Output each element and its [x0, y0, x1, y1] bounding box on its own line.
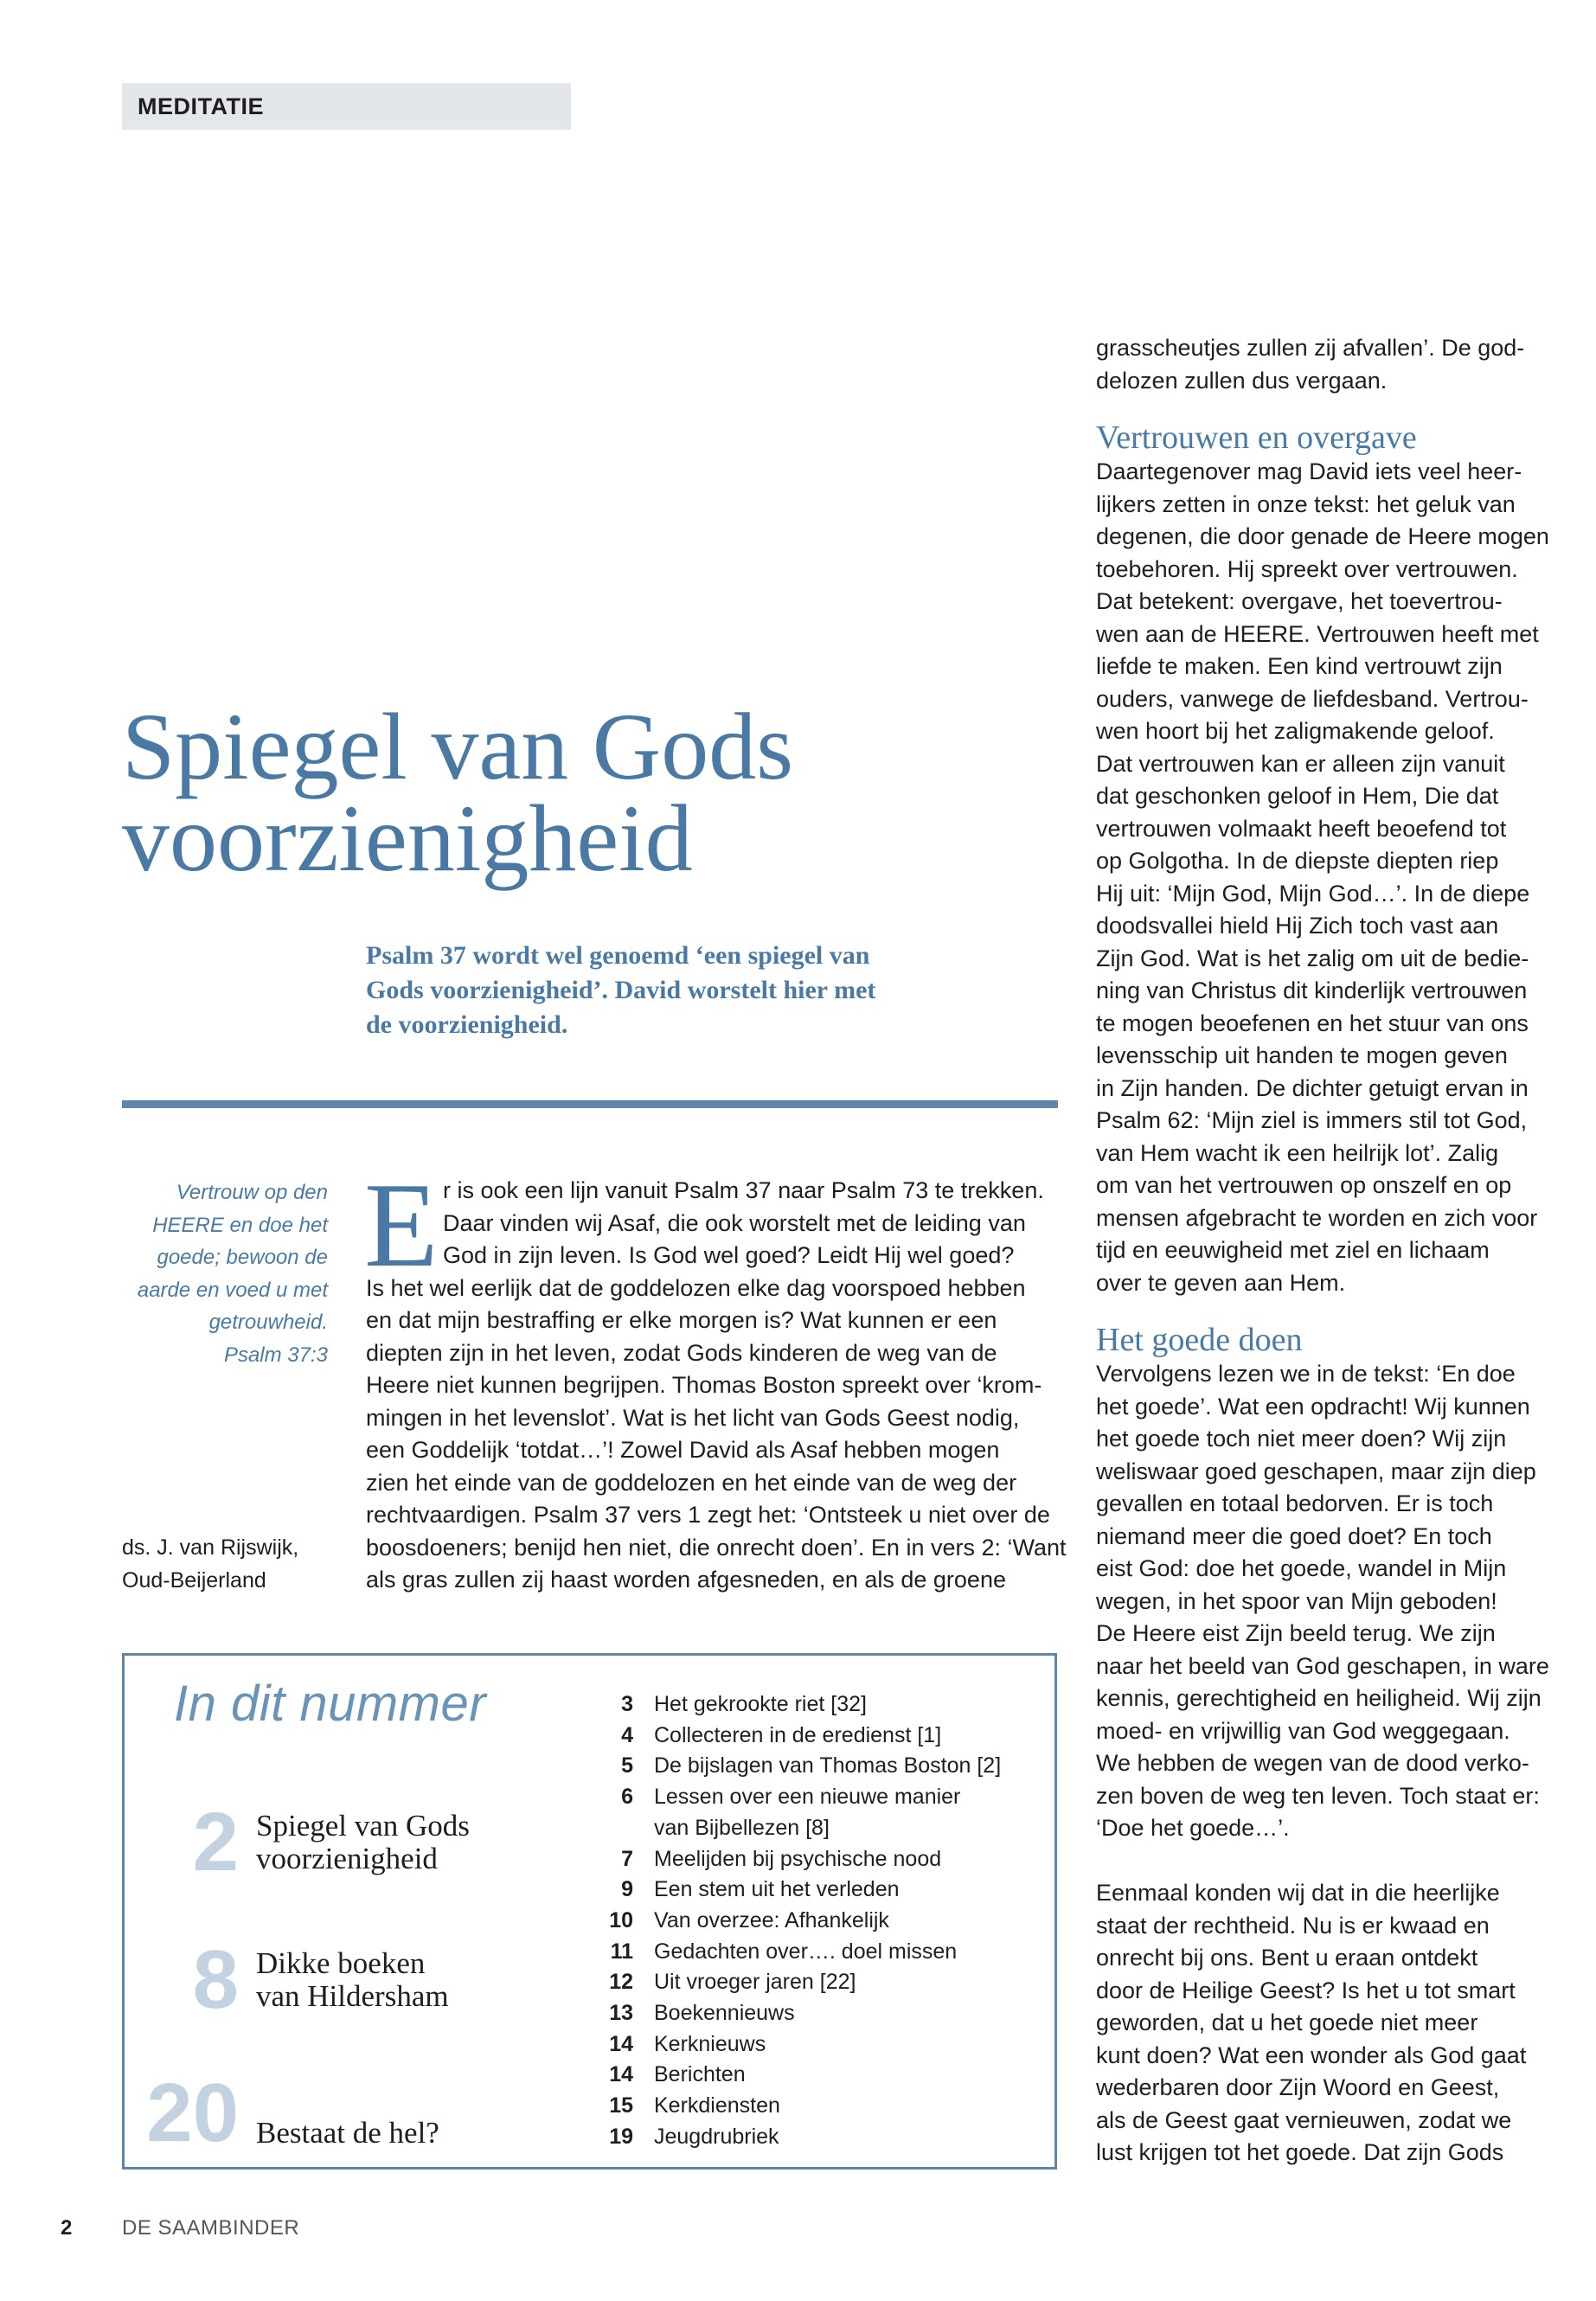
body-line: om van het vertrouwen op onszelf en op — [1096, 1172, 1512, 1198]
body-line: Vervolgens lezen we in de tekst: ‘En doe — [1096, 1361, 1516, 1387]
quote-line: Vertrouw op den — [176, 1181, 328, 1204]
section-het-goede-doen-text — [1096, 1358, 1563, 2170]
drop-cap: E — [364, 1158, 439, 1292]
featured-item[interactable] — [126, 1933, 449, 2026]
body-line: een Goddelijk ‘totdat…’! Zowel David als Asaf hebben mogen — [366, 1437, 1000, 1463]
body-line: Is het wel eerlijk dat de goddelozen elke dag voorspoed hebben — [366, 1274, 1026, 1301]
featured-number: 8 — [192, 1933, 239, 2026]
toc-item[interactable] — [588, 2091, 1038, 2122]
body-line: van Hem wacht ik een heilrijk lot’. Zalig — [1096, 1139, 1499, 1166]
toc-item[interactable] — [588, 1875, 1038, 1906]
quote-reference: Psalm 37:3 — [223, 1343, 328, 1367]
toc-title: Uit vroeger jaren [22] — [654, 1970, 856, 1995]
subheading-het-goede-doen: Het goede doen — [1096, 1322, 1303, 1358]
body-line: mensen afgebracht te worden en zich voor — [1096, 1204, 1538, 1231]
toc-page-number: 10 — [609, 1907, 633, 1932]
body-line: zien het einde van de goddelozen en het einde van de weg der — [366, 1469, 1017, 1496]
body-line: Zijn God. Wat is het zalig om uit de bedie- — [1096, 945, 1529, 971]
article-body — [364, 1158, 1067, 1597]
body-line: r is ook een lijn vanuit Psalm 37 naar Psalm 73 te trekken. — [443, 1177, 1044, 1203]
featured-label-line: Bestaat de hel? — [256, 2116, 439, 2150]
right-column — [1096, 332, 1563, 2170]
body-line: We hebben de wegen van de dood verko- — [1096, 1750, 1529, 1776]
toc-page-number: 14 — [609, 2031, 633, 2056]
body-line: De Heere eist Zijn beeld terug. We zijn — [1096, 1620, 1496, 1646]
body-line: Dat betekent: overgave, het toevertrou- — [1096, 588, 1503, 614]
toc-item[interactable] — [588, 1937, 1038, 1968]
toc-page-number: 13 — [609, 2001, 633, 2026]
featured-label — [256, 1810, 470, 1875]
body-line: in Zijn handen. De dichter getuigt ervan in — [1096, 1074, 1529, 1101]
title-line: voorzienigheid — [122, 785, 693, 891]
toc-item[interactable] — [588, 1721, 1038, 1752]
body-line: ouders, vanwege de liefdesband. Vertrou- — [1096, 685, 1529, 712]
body-line: het goede toch niet meer doen? Wij zijn — [1096, 1426, 1507, 1452]
divider-rule — [122, 1100, 1058, 1108]
body-line: te mogen beoefenen en het stuur van ons — [1096, 1009, 1529, 1036]
toc-title: Berichten — [654, 2062, 746, 2087]
body-line: gevallen en totaal bedorven. Er is toch — [1096, 1490, 1494, 1516]
toc-title: Het gekrookte riet [32] — [654, 1692, 867, 1716]
body-line: over te geven aan Hem. — [1096, 1269, 1346, 1296]
body-line: Hij uit: ‘Mijn God, Mijn God…’. In de diepe — [1096, 880, 1530, 907]
toc-item[interactable] — [588, 2029, 1038, 2061]
quote-line: aarde en voed u met — [137, 1278, 328, 1302]
body-line: grasscheutjes zullen zij afvallen’. De god- — [1096, 335, 1525, 361]
body-line: het goede’. Wat een opdracht! Wij kunnen — [1096, 1393, 1530, 1420]
body-line: naar het beeld van God geschapen, in ware — [1096, 1652, 1549, 1679]
featured-number: 20 — [146, 2067, 239, 2159]
toc-item[interactable] — [588, 2060, 1038, 2091]
author-byline — [122, 1532, 347, 1597]
toc-item[interactable] — [588, 1998, 1038, 2029]
featured-label — [256, 1947, 449, 2013]
body-line: staat der rechtheid. Nu is er kwaad en — [1096, 1912, 1490, 1939]
body-line: kunt doen? Wat een wonder als God gaat — [1096, 2041, 1527, 2068]
toc-title: Een stem uit het verleden — [654, 1877, 900, 1902]
toc-page-number: 5 — [621, 1753, 633, 1779]
body-line: degenen, die door genade de Heere mogen — [1096, 523, 1549, 549]
body-line: ‘Doe het goede…’. — [1096, 1815, 1290, 1841]
toc-item[interactable] — [588, 1967, 1038, 1998]
publication-name: DE SAAMBINDER — [122, 2216, 300, 2240]
body-line: Psalm 62: ‘Mijn ziel is immers stil tot God, — [1096, 1107, 1528, 1133]
body-line: tijd en eeuwigheid met ziel en lichaam — [1096, 1237, 1490, 1263]
body-line: eist God: doe het goede, wandel in Mijn — [1096, 1555, 1507, 1581]
body-line: als de Geest gaat vernieuwen, zodat we — [1096, 2106, 1512, 2133]
featured-item[interactable] — [126, 2067, 439, 2159]
body-line: wen hoort bij het zaligmakende geloof. — [1096, 718, 1495, 744]
featured-label-line: Spiegel van Gods — [256, 1809, 470, 1843]
title-line: Spiegel van Gods — [122, 694, 794, 799]
toc-page-number: 9 — [621, 1877, 633, 1902]
body-line: vertrouwen volmaakt heeft beoefend tot — [1096, 815, 1507, 842]
quote-line: goede; bewoon de — [157, 1246, 328, 1269]
body-line: wegen, in het spoor van Mijn geboden! — [1096, 1587, 1497, 1614]
toc-page-number: 15 — [609, 2093, 633, 2118]
toc-item[interactable] — [588, 1751, 1038, 1782]
body-line: levensschip uit handen te mogen geven — [1096, 1042, 1508, 1068]
intro-line: Psalm 37 wordt wel genoemd ‘een spiegel van — [366, 941, 870, 970]
body-line: wen aan de HEERE. Vertrouwen heeft met — [1096, 620, 1539, 647]
body-line: lijkers zetten in onze tekst: het geluk van — [1096, 490, 1516, 517]
toc-item[interactable] — [588, 1844, 1038, 1875]
toc-title: De bijslagen van Thomas Boston [2] — [654, 1753, 1002, 1779]
pull-quote — [122, 1176, 328, 1371]
body-line: op Golgotha. In de diepste diepten riep — [1096, 848, 1499, 874]
toc-title: Kerkdiensten — [654, 2093, 780, 2118]
article-intro — [366, 939, 989, 1042]
author-name: ds. J. van Rijswijk, — [122, 1535, 299, 1560]
quote-line: getrouwheid. — [208, 1311, 328, 1334]
subheading-vertrouwen: Vertrouwen en overgave — [1096, 420, 1417, 456]
body-line: Daar vinden wij Asaf, die ook worstelt met de leiding van — [443, 1209, 1026, 1236]
toc-page-number: 4 — [621, 1722, 633, 1747]
body-line: mingen in het levenslot’. Wat is het licht van Gods Geest nodig, — [366, 1404, 1020, 1431]
body-line: weliswaar goed geschapen, maar zijn diep — [1096, 1458, 1536, 1484]
body-line: wederbaren door Zijn Woord en Geest, — [1096, 2074, 1500, 2100]
toc-item[interactable] — [588, 1782, 1038, 1843]
toc-title: Van overzee: Afhankelijk — [654, 1907, 889, 1932]
toc-page-number: 3 — [621, 1692, 633, 1716]
body-line: doodsvallei hield Hij Zich toch vast aan — [1096, 913, 1499, 939]
toc-title: Meelijden bij psychische nood — [654, 1846, 942, 1871]
body-line: Heere niet kunnen begrijpen. Thomas Boston spreekt over ‘krom- — [366, 1372, 1042, 1398]
toc-title: Collecteren in de eredienst [1] — [654, 1722, 942, 1747]
toc-title: Lessen over een nieuwe manier — [654, 1785, 961, 1810]
toc-item[interactable] — [588, 1689, 1038, 1721]
featured-item[interactable] — [126, 1796, 470, 1888]
intro-line: Gods voorzienigheid’. David worstelt hier met — [366, 976, 876, 1004]
toc-page-number: 12 — [609, 1970, 633, 1995]
toc-item[interactable] — [588, 2122, 1038, 2153]
body-line: dat geschonken geloof in Hem, Die dat — [1096, 783, 1499, 809]
author-place: Oud-Beijerland — [122, 1567, 266, 1593]
toc-title: Boekennieuws — [654, 2001, 795, 2026]
body-line: boosdoeners; benijd hen niet, die onrecht doen’. En in vers 2: ‘Want — [366, 1534, 1067, 1561]
featured-label-line: van Hildersham — [256, 1979, 449, 2013]
body-line: Eenmaal konden wij dat in die heerlijke — [1096, 1880, 1500, 1906]
body-line: lust krijgen tot het goede. Dat zijn Gods — [1096, 2139, 1504, 2165]
section-label: MEDITATIE — [122, 83, 571, 130]
toc-title: Gedachten over…. doel missen — [654, 1939, 958, 1964]
body-line: toebehoren. Hij spreekt over vertrouwen. — [1096, 555, 1518, 582]
body-line: diepten zijn in het leven, zodat Gods kinderen de weg van de — [366, 1339, 997, 1366]
body-line: ning van Christus dit kinderlijk vertrouwen — [1096, 977, 1528, 1003]
toc-title: Kerknieuws — [654, 2031, 766, 2056]
featured-label-line: voorzienigheid — [256, 1842, 438, 1875]
section-vertrouwen-text — [1096, 456, 1563, 1299]
body-line: rechtvaardigen. Psalm 37 vers 1 zegt het: ‘Ontsteek u niet over de — [366, 1502, 1050, 1528]
body-line: kennis, gerechtigheid en heiligheid. Wij zijn — [1096, 1685, 1542, 1711]
toc-title: Jeugdrubriek — [654, 2124, 779, 2149]
toc-page-number: 6 — [621, 1785, 633, 1810]
page-number: 2 — [61, 2216, 73, 2240]
body-line: Dat vertrouwen kan er alleen zijn vanuit — [1096, 750, 1505, 777]
body-line: niemand meer die goed doet? En toch — [1096, 1522, 1492, 1549]
featured-label-line: Dikke boeken — [256, 1946, 426, 1980]
body-line: onrecht bij ons. Bent u eraan ontdekt — [1096, 1945, 1478, 1971]
body-line: geworden, dat u het goede niet meer — [1096, 2009, 1478, 2035]
featured-number: 2 — [192, 1796, 239, 1888]
body-line: God in zijn leven. Is God wel goed? Leidt Hij wel goed? — [443, 1242, 1015, 1268]
body-line: als gras zullen zij haast worden afgesneden, en als de groene — [366, 1567, 1006, 1593]
body-line: moed- en vrijwillig van God weggegaan. — [1096, 1717, 1510, 1744]
toc-page-number: 14 — [609, 2062, 633, 2087]
toc-list — [588, 1689, 1038, 2153]
intro-line: de voorzienigheid. — [366, 1010, 568, 1039]
toc-page-number: 11 — [610, 1939, 633, 1964]
body-line: en dat mijn bestraffing er elke morgen is? Wat kunnen er een — [366, 1307, 997, 1333]
featured-label — [256, 2117, 439, 2155]
body-line: door de Heilige Geest? Is het u tot smart — [1096, 1977, 1516, 2003]
toc-item[interactable] — [588, 1906, 1038, 1937]
article-title — [122, 694, 1022, 891]
toc-page-number: 19 — [609, 2124, 633, 2149]
contents-title: In dit nummer — [174, 1676, 487, 1732]
body-line: liefde te maken. Een kind vertrouwt zijn — [1096, 653, 1503, 679]
toc-title: van Bijbellezen [8] — [654, 1815, 830, 1840]
body-line: Daartegenover mag David iets veel heer- — [1096, 458, 1522, 484]
toc-page-number: 7 — [621, 1846, 633, 1871]
body-line: delozen zullen dus vergaan. — [1096, 367, 1388, 394]
quote-line: HEERE en doe het — [152, 1213, 328, 1237]
body-line: zen boven de weg ten leven. Toch staat er: — [1096, 1782, 1540, 1809]
